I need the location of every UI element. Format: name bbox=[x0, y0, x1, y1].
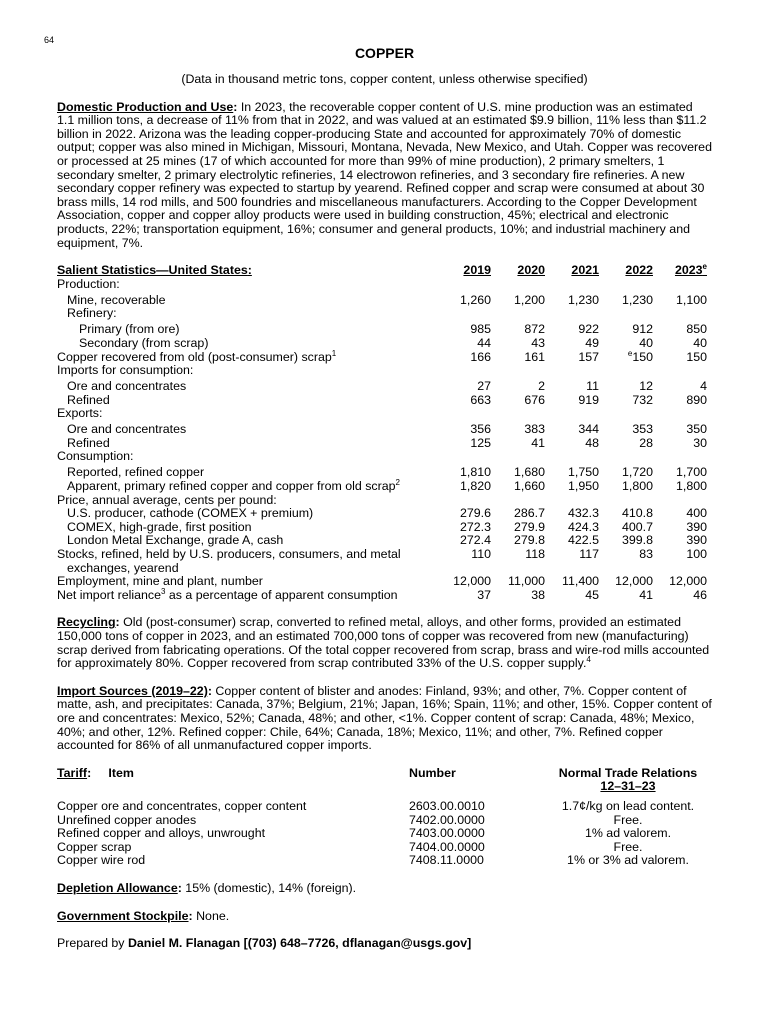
year-header: 2022 bbox=[625, 263, 653, 278]
stats-cell: 11,400 bbox=[562, 574, 599, 589]
stats-row-label: Refined bbox=[67, 435, 110, 450]
stats-cell: 45 bbox=[585, 587, 599, 602]
stats-row bbox=[57, 450, 707, 464]
year-header: 2023e bbox=[674, 262, 707, 278]
stats-cell bbox=[437, 494, 491, 508]
tariff-rate: Free. bbox=[613, 839, 643, 854]
stats-row-label: Secondary (from scrap) bbox=[79, 335, 209, 350]
stats-row-label: Exports: bbox=[57, 406, 103, 421]
stats-cell: 410.8 bbox=[621, 506, 653, 521]
stats-cell bbox=[437, 307, 491, 321]
tariff-item: Refined copper and alloys, unwrought bbox=[57, 826, 266, 841]
stats-row bbox=[57, 494, 707, 508]
stats-cell: 30 bbox=[693, 435, 707, 450]
stats-cell: 161 bbox=[524, 349, 545, 364]
tariff-item-header: Item bbox=[108, 765, 134, 780]
stats-row bbox=[57, 464, 707, 480]
tariff-row bbox=[57, 827, 707, 841]
stats-cell: 850 bbox=[686, 322, 707, 337]
stats-row bbox=[57, 437, 707, 451]
stats-cell: 400.7 bbox=[621, 519, 653, 534]
stats-cell: 110 bbox=[471, 547, 491, 562]
stats-cell: 432.3 bbox=[567, 506, 599, 521]
stats-cell bbox=[545, 307, 599, 321]
tariff-rate: 1.7¢/kg on lead content. bbox=[561, 798, 695, 813]
stats-cell bbox=[653, 307, 707, 321]
stats-cell: 390 bbox=[686, 533, 707, 548]
stats-cell: 11,000 bbox=[508, 574, 545, 589]
recycling-text: Old (post-consumer) scrap, converted to refined metal, alloys, and other forms, provided an estimated 150,000 tons of copper in 2023, and an estimated 700,000 tons of copper was recovered from new (manufacturing) scrap derived from fabricating operations. Of the total copper recovered from scrap, brass and wire-rod mills accounted for approximately 80%. Copper recovered from scrap contributed 33% of the U.S. copper supply. bbox=[57, 615, 710, 671]
year-header: 2019 bbox=[463, 263, 491, 278]
stats-cell: 286.7 bbox=[513, 506, 545, 521]
stats-cell: 2 bbox=[538, 379, 545, 394]
tariff-row bbox=[57, 841, 707, 855]
tariff-number: 7403.00.0000 bbox=[409, 826, 485, 841]
stats-cell: 1,100 bbox=[675, 292, 707, 307]
stats-cell: 1,700 bbox=[675, 465, 707, 480]
stats-row bbox=[57, 351, 707, 365]
depletion-allowance-text: 15% (domestic), 14% (foreign). bbox=[181, 880, 357, 895]
stats-cell: 37 bbox=[477, 587, 491, 602]
stats-cell: 150 bbox=[686, 349, 707, 364]
stats-cell: 919 bbox=[578, 392, 599, 407]
stats-row-label: Production: bbox=[57, 276, 120, 291]
stats-row-label: COMEX, high-grade, first position bbox=[67, 519, 252, 534]
stats-cell: 41 bbox=[531, 435, 545, 450]
stats-row bbox=[57, 548, 707, 562]
stats-cell bbox=[491, 278, 545, 292]
stats-row-label: Mine, recoverable bbox=[67, 292, 166, 307]
prepared-by-author: Daniel M. Flanagan [(703) 648–7726, dflanagan@usgs.gov] bbox=[127, 936, 472, 951]
stats-row bbox=[57, 521, 707, 535]
stats-row bbox=[57, 407, 707, 421]
stats-cell: 279.9 bbox=[513, 519, 545, 534]
stats-cell: 43 bbox=[531, 335, 545, 350]
stats-row bbox=[57, 534, 707, 548]
tariff-rate-date: 12–31–23 bbox=[600, 779, 656, 794]
stats-row bbox=[57, 562, 707, 576]
stats-row-label: Refinery: bbox=[67, 306, 117, 321]
recycling-heading: Recycling bbox=[57, 615, 116, 630]
tariff-item: Copper scrap bbox=[57, 839, 132, 854]
tariff-item: Copper wire rod bbox=[57, 853, 146, 868]
stats-row-label: Ore and concentrates bbox=[67, 379, 187, 394]
stats-row bbox=[57, 480, 707, 494]
stats-cell bbox=[491, 494, 545, 508]
stats-cell: 422.5 bbox=[567, 533, 599, 548]
tariff-item: Copper ore and concentrates, copper content bbox=[57, 798, 307, 813]
stats-cell: 27 bbox=[477, 379, 491, 394]
tariff-rate-header: Normal Trade Relations bbox=[558, 765, 698, 780]
stats-cell: 279.6 bbox=[459, 506, 491, 521]
stats-row-label: Primary (from ore) bbox=[79, 322, 180, 337]
footnote-marker: 4 bbox=[586, 655, 591, 665]
stats-cell: 353 bbox=[632, 422, 653, 437]
tariff-number: 7408.11.0000 bbox=[409, 853, 484, 868]
year-header: 2020 bbox=[517, 263, 545, 278]
stats-cell: 1,680 bbox=[513, 465, 545, 480]
stats-cell bbox=[653, 364, 707, 378]
stats-row bbox=[57, 575, 707, 589]
footnote-marker: 3 bbox=[160, 586, 166, 596]
stats-cell: 1,260 bbox=[459, 292, 491, 307]
stats-cell: 49 bbox=[585, 335, 599, 350]
stats-row-label: London Metal Exchange, grade A, cash bbox=[67, 533, 284, 548]
stats-cell: 4 bbox=[700, 379, 707, 394]
salient-statistics-table bbox=[57, 264, 707, 602]
domestic-production-text: In 2023, the recoverable copper content of U.S. mine production was an estimated 1.1 million tons, a decrease of 11% from that in 2022, and was valued at an estimated $9.9 billion, 11% less than $11.2 billion in 2022. Arizona was the leading copper-producing State and accounted for approximately 70% of domestic output; copper was also mined in Michigan, Missouri, Montana, Nevada, New Mexico, and Utah. Copper was recovered or processed at 25 mines (17 of which accounted for more than 99% of mine production), 2 primary smelters, 1 secondary smelter, 2 primary electrolytic refineries, 14 electrowon refineries, and 3 secondary fire refineries. A new secondary copper refinery was expected to startup by yearend. Refined copper and scrap were consumed at about 30 brass mills, 14 rod mills, and 500 foundries and miscellaneous manufacturers. According to the Copper Development Association, copper and copper alloy products were used in building construction, 45%; electrical and electronic products, 22%; transportation equipment, 16%; consumer and general products, 10%; and industrial machinery and equipment, 7%. bbox=[57, 99, 712, 250]
domestic-production-section: Domestic Production and Use: In 2023, the recoverable copper content of U.S. mine production was an estimated 1.1 million tons, a decrease of 11% from that in 2022, and was valued at an estimated $9.9 billion, 11% less than $11.2 billion in 2022. Arizona was the leading copper-producing State and accounted for approximately 70% of domestic output; copper was also mined in Michigan, Missouri, Montana, Nevada, New Mexico, and Utah. Copper was recovered or processed at 25 mines (17 of which accounted for more than 99% of mine production), 2 primary smelters, 1 secondary smelter, 2 primary electrolytic refineries, 14 electrowon refineries, and 3 secondary fire refineries. A new secondary copper refinery was expected to startup by yearend. Refined copper and scrap were consumed at about 30 brass mills, 14 rod mills, and 500 foundries and miscellaneous manufacturers. According to the Copper Development Association, copper and copper alloy products were used in building construction, 45%; electrical and electronic products, 22%; transportation equipment, 16%; consumer and general products, 10%; and industrial machinery and equipment, 7%. bbox=[57, 99, 712, 250]
tariff-number-header: Number bbox=[409, 765, 456, 780]
stats-cell: 118 bbox=[525, 547, 545, 562]
stats-cell bbox=[653, 407, 707, 421]
stats-cell bbox=[653, 278, 707, 292]
government-stockpile-heading: Government Stockpile bbox=[57, 908, 189, 923]
stats-cell: 344 bbox=[578, 422, 599, 437]
stats-cell: 985 bbox=[470, 322, 491, 337]
stats-cell: 12 bbox=[639, 379, 653, 394]
stats-cell bbox=[599, 494, 653, 508]
stats-cell: 1,810 bbox=[459, 465, 491, 480]
stats-row bbox=[57, 364, 707, 378]
stats-cell bbox=[545, 278, 599, 292]
stats-cell: 44 bbox=[477, 335, 491, 350]
stats-cell: 11 bbox=[586, 379, 599, 394]
stats-cell bbox=[491, 364, 545, 378]
stats-row bbox=[57, 307, 707, 321]
stats-cell: 356 bbox=[470, 422, 491, 437]
stats-row-label: exchanges, yearend bbox=[67, 560, 179, 575]
stats-row bbox=[57, 321, 707, 337]
stats-row bbox=[57, 394, 707, 408]
stats-cell: 922 bbox=[578, 322, 599, 337]
stats-cell: 676 bbox=[524, 392, 545, 407]
stats-cell: 272.3 bbox=[459, 519, 491, 534]
stats-cell: 1,800 bbox=[621, 479, 653, 494]
stats-cell bbox=[653, 494, 707, 508]
stats-cell: 100 bbox=[686, 547, 707, 562]
salient-statistics-header: Salient Statistics—United States: 2019 2020 2021 2022 2023e bbox=[57, 262, 707, 278]
stats-cell: $^e$150 bbox=[627, 348, 653, 364]
stats-cell: 732 bbox=[632, 392, 653, 407]
salient-statistics-heading: Salient Statistics—United States bbox=[57, 263, 248, 278]
stats-cell bbox=[599, 278, 653, 292]
tariff-row bbox=[57, 854, 707, 868]
stats-cell bbox=[491, 562, 545, 576]
tariff-number: 7402.00.0000 bbox=[409, 812, 485, 827]
footnote-marker: 1 bbox=[331, 348, 337, 358]
stats-cell: 28 bbox=[639, 435, 653, 450]
tariff-rate: Free. bbox=[613, 812, 643, 827]
stats-cell bbox=[545, 562, 599, 576]
year-header: 2021 bbox=[571, 263, 599, 278]
page-number: 64 bbox=[44, 35, 55, 45]
footnote-marker: 2 bbox=[395, 477, 400, 487]
import-sources-heading: Import Sources (2019–22) bbox=[57, 683, 208, 698]
tariff-row bbox=[57, 814, 707, 828]
estimate-mark: e bbox=[702, 262, 707, 271]
government-stockpile-text: None. bbox=[192, 908, 230, 923]
stats-cell: 46 bbox=[693, 587, 707, 602]
stats-cell: 1,750 bbox=[567, 465, 599, 480]
stats-row-label: Employment, mine and plant, number bbox=[57, 574, 263, 589]
depletion-allowance-section: Depletion Allowance: 15% (domestic), 14% (foreign). bbox=[57, 880, 357, 895]
stats-cell: 83 bbox=[639, 547, 653, 562]
prepared-by-prefix: Prepared by bbox=[57, 936, 128, 951]
stats-cell: 872 bbox=[524, 322, 545, 337]
stats-cell bbox=[599, 307, 653, 321]
stats-cell: 1,950 bbox=[567, 479, 599, 494]
tariff-heading: Tariff bbox=[57, 765, 88, 780]
stats-cell: 912 bbox=[632, 322, 653, 337]
stats-cell: 1,660 bbox=[513, 479, 545, 494]
stats-row bbox=[57, 507, 707, 521]
stats-cell: 12,000 bbox=[669, 574, 707, 589]
page-title: COPPER bbox=[354, 45, 415, 61]
stats-cell bbox=[437, 364, 491, 378]
stats-row-label: U.S. producer, cathode (COMEX + premium) bbox=[67, 506, 314, 521]
stats-cell: 117 bbox=[579, 547, 599, 562]
depletion-allowance-heading: Depletion Allowance bbox=[57, 880, 178, 895]
stats-cell: 41 bbox=[639, 587, 653, 602]
stats-cell: 125 bbox=[470, 435, 491, 450]
stats-row-label: Price, annual average, cents per pound: bbox=[57, 492, 277, 507]
stats-cell: 48 bbox=[585, 435, 599, 450]
stats-cell: 40 bbox=[693, 335, 707, 350]
stats-cell bbox=[545, 364, 599, 378]
stats-row bbox=[57, 291, 707, 307]
domestic-production-heading: Domestic Production and Use bbox=[57, 99, 234, 114]
stats-cell bbox=[491, 307, 545, 321]
stats-cell bbox=[491, 450, 545, 464]
stats-row-label: Reported, refined copper bbox=[67, 465, 205, 480]
stats-cell: 1,720 bbox=[621, 465, 653, 480]
stats-cell: 1,230 bbox=[621, 292, 653, 307]
stats-row-label: Consumption: bbox=[57, 449, 134, 464]
prepared-by bbox=[57, 937, 712, 951]
stats-cell: 279.8 bbox=[513, 533, 545, 548]
stats-cell: 157 bbox=[578, 349, 599, 364]
tariff-rate: 1% or 3% ad valorem. bbox=[567, 853, 689, 868]
stats-cell: 400 bbox=[686, 506, 707, 521]
stats-row-label: Net import reliance$^3$ as a percentage of apparent consumption bbox=[57, 586, 398, 602]
stats-cell: 424.3 bbox=[567, 519, 599, 534]
stats-cell bbox=[653, 562, 707, 576]
stats-cell: 1,800 bbox=[675, 479, 707, 494]
stats-cell: 663 bbox=[470, 392, 491, 407]
stats-cell: 390 bbox=[686, 519, 707, 534]
import-sources-text: Copper content of blister and anodes: Finland, 93%; and other, 7%. Copper content of matte, ash, and precipitates: Canada, 37%; Belgium, 21%; Japan, 16%; Spain, 11%; and other, 15%. Copper content of ore and concentrates: Mexico, 52%; Canada, 48%; and other, <1%. Copper content of scrap: Canada, 48%; Mexico, 40%; and other, 12%. Refined copper: Chile, 64%; Canada, 18%; Mexico, 11%; and other, 7%. Refined copper accounted for 86% of all unmanufactured copper imports. bbox=[57, 683, 712, 753]
stats-row-label: Ore and concentrates bbox=[67, 422, 187, 437]
tariff-number: 7404.00.0000 bbox=[409, 839, 485, 854]
stats-cell: 350 bbox=[686, 422, 707, 437]
import-sources-section: Import Sources (2019–22): Copper content of blister and anodes: Finland, 93%; and other, 7%. Copper content of matte, ash, and precipitates: Canada, 37%; Belgium, 21%; Japan, 16%; Spain, 11%; and other, 15%. Copper content of ore and concentrates: Mexico, 52%; Canada, 48%; and other, <1%. Copper content of scrap: Canada, 48%; Mexico, 40%; and other, 12%. Refined copper: Chile, 64%; Canada, 18%; Mexico, 11%; and other, 7%. Refined copper accounted for 86% of all unmanufactured copper imports. bbox=[57, 683, 712, 753]
page-subtitle: (Data in thousand metric tons, copper content, unless otherwise specified) bbox=[181, 72, 588, 86]
stats-cell: 399.8 bbox=[621, 533, 653, 548]
stats-cell: 890 bbox=[686, 392, 707, 407]
stats-cell bbox=[437, 407, 491, 421]
stats-cell: 1,230 bbox=[567, 292, 599, 307]
stats-row-label: Refined bbox=[67, 392, 110, 407]
stats-row bbox=[57, 278, 707, 292]
tariff-number: 2603.00.0010 bbox=[409, 798, 485, 813]
stats-cell bbox=[437, 562, 491, 576]
stats-cell: 1,200 bbox=[513, 292, 545, 307]
stats-cell: 40 bbox=[639, 335, 653, 350]
stats-cell bbox=[437, 278, 491, 292]
stats-row bbox=[57, 378, 707, 394]
stats-cell: 166 bbox=[470, 349, 491, 364]
stats-cell bbox=[545, 450, 599, 464]
stats-cell bbox=[653, 450, 707, 464]
tariff-item: Unrefined copper anodes bbox=[57, 812, 197, 827]
tariff-table: Tariff: Item Number Normal Trade Relations 12–31–23 Copper ore and concentrates, copper content 2603.00.0010 1.7¢/kg on lead content. Unrefined copper anodes 7402.00.0000 Free. Refined copper and alloys, unwrought 7403.00.0000 1% ad valorem. Copper scrap 7404.00.0000 Free. Copper wire rod 7408.11.0000 1% or 3% ad valorem. bbox=[57, 767, 707, 868]
stats-row bbox=[57, 337, 707, 351]
stats-cell bbox=[437, 450, 491, 464]
recycling-section: Recycling: Old (post-consumer) scrap, converted to refined metal, alloys, and other forms, provided an estimated 150,000 tons of copper in 2023, and an estimated 700,000 tons of copper was recovered from new (manufacturing) scrap derived from fabricating operations. Of the total copper recovered from scrap, brass and wire-rod mills accounted for approximately 80%. Copper recovered from scrap contributed 33% of the U.S. copper supply.$^4$ bbox=[57, 615, 710, 671]
stats-cell bbox=[599, 364, 653, 378]
stats-cell bbox=[545, 407, 599, 421]
tariff-row bbox=[57, 800, 707, 814]
stats-cell: 383 bbox=[524, 422, 545, 437]
stats-row-label: Copper recovered from old (post-consumer) scrap$^1$ bbox=[57, 348, 337, 364]
stats-row bbox=[57, 421, 707, 437]
government-stockpile-section: Government Stockpile: None. bbox=[57, 908, 230, 923]
tariff-rate: 1% ad valorem. bbox=[584, 826, 672, 841]
stats-cell: 12,000 bbox=[453, 574, 491, 589]
stats-cell bbox=[599, 450, 653, 464]
stats-cell bbox=[545, 494, 599, 508]
stats-cell bbox=[599, 407, 653, 421]
stats-cell bbox=[599, 562, 653, 576]
stats-row-label: Apparent, primary refined copper and copper from old scrap$^2$ bbox=[67, 477, 400, 494]
stats-row-label: Imports for consumption: bbox=[57, 363, 194, 378]
stats-cell bbox=[491, 407, 545, 421]
stats-row-label: Stocks, refined, held by U.S. producers, consumers, and metal bbox=[57, 547, 401, 562]
stats-row bbox=[57, 589, 707, 603]
stats-cell: 1,820 bbox=[459, 479, 491, 494]
stats-cell: 12,000 bbox=[615, 574, 653, 589]
stats-cell: 38 bbox=[531, 587, 545, 602]
stats-cell: 272.4 bbox=[459, 533, 491, 548]
